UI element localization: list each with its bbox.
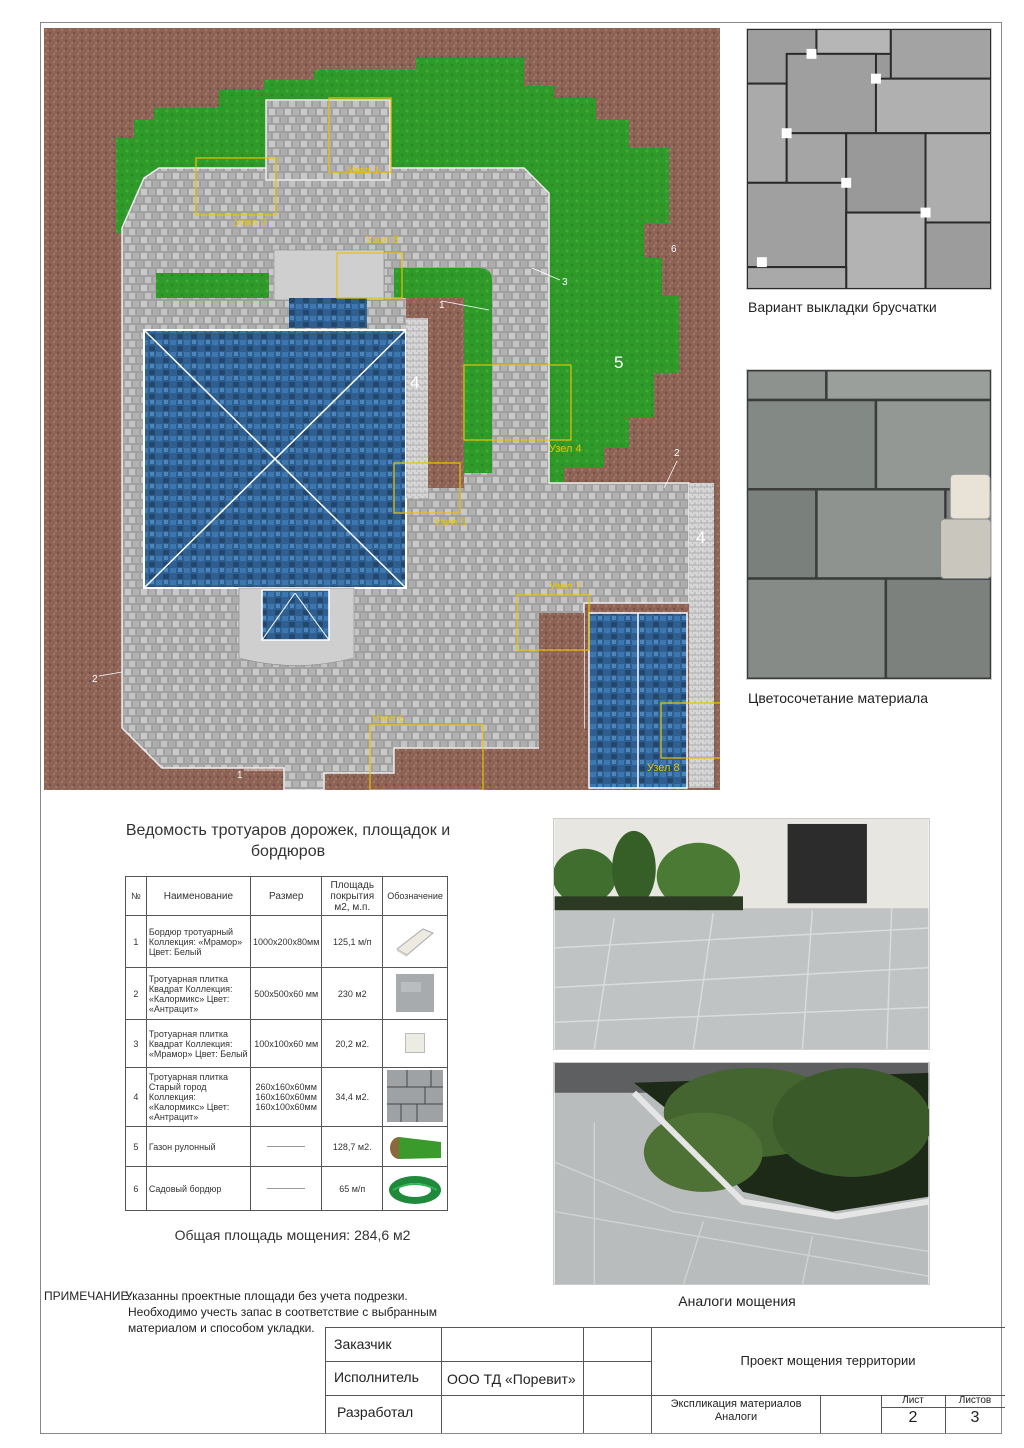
old-town-swatch — [383, 1068, 448, 1127]
col-size: Размер — [251, 877, 322, 916]
row-size: 1000х200х80мм — [251, 916, 322, 968]
row-name: Тротуарная плитка Квадрат Коллекция: «Мрамор» Цвет: Белый — [146, 1020, 250, 1068]
porch-roof-top — [289, 298, 367, 328]
row-area: 65 м/п — [322, 1167, 383, 1211]
color-caption: Цветосочетание материала — [748, 690, 929, 706]
brick-edge — [406, 318, 428, 498]
label-uzel5: Узел 5 — [434, 517, 467, 529]
row-num: 5 — [126, 1127, 147, 1167]
spec-header-row — [126, 877, 448, 916]
label-uzel8: Узел 8 — [647, 762, 680, 774]
spec-table — [125, 876, 448, 1211]
title-block — [325, 1327, 1005, 1433]
site-plan — [44, 28, 720, 790]
analog-photo-2 — [553, 1062, 930, 1285]
label-uzel3: Узел 3 — [366, 234, 399, 246]
label-uzel4: Узел 4 — [549, 443, 582, 455]
layout-photo — [746, 28, 992, 290]
col-num: № — [126, 877, 147, 916]
label-uzel7: Узел 7 — [549, 581, 582, 593]
row-size — [251, 1167, 322, 1211]
color-photo — [746, 369, 992, 680]
table-row — [126, 1020, 448, 1068]
marker-6: 6 — [671, 244, 677, 255]
marker-2b: 2 — [674, 448, 680, 459]
row-area: 34,4 м2. — [322, 1068, 383, 1127]
lawn-roll-swatch — [383, 1127, 448, 1167]
note-line-2: Необходимо учесть запас в соответствие с выбранным — [128, 1305, 437, 1319]
row-size: 500х500х60 мм — [251, 968, 322, 1020]
note-line-1: Указанны проектные площади без учета подрезки. — [125, 1289, 408, 1303]
tile-white-swatch — [383, 1020, 448, 1068]
label-uzel6: Узел 6 — [372, 713, 405, 725]
executor-value: ООО ТД «Поревит» — [447, 1371, 576, 1387]
sheet-number: 2 — [908, 1409, 918, 1426]
sheet-title-1: Экспликация материалов — [670, 1398, 802, 1410]
analog-photo-1 — [553, 818, 930, 1050]
sheet-title-2: Аналоги — [714, 1411, 758, 1423]
marker-4b: 4 — [696, 528, 706, 547]
col-area: Площадь покрытия м2, м.п. — [322, 877, 383, 916]
table-row — [126, 1068, 448, 1127]
row-size — [251, 1127, 322, 1167]
row-name: Тротуарная плитка Старый город Коллекция: «Калормикс» Цвет: «Антрацит» — [146, 1068, 250, 1127]
table-row — [126, 916, 448, 968]
row-area: 230 м2 — [322, 968, 383, 1020]
sheets-count: 3 — [970, 1409, 980, 1426]
customer-label: Заказчик — [334, 1336, 392, 1352]
table-row — [126, 1167, 448, 1211]
executor-label: Исполнитель — [334, 1369, 419, 1385]
garden-curb-swatch — [383, 1167, 448, 1211]
row-name: Тротуарная плитка Квадрат Коллекция: «Калормикс» Цвет: «Антрацит» — [146, 968, 250, 1020]
marker-5: 5 — [614, 353, 624, 372]
marker-1b: 1 — [237, 770, 243, 781]
row-name: Бордюр тротуарный Коллекция: «Мрамор» Цвет: Белый — [146, 916, 250, 968]
layout-caption: Вариант выкладки брусчатки — [748, 299, 937, 315]
sheet-label: Лист — [902, 1395, 924, 1406]
project-title: Проект мощения территории — [740, 1353, 916, 1368]
note-label: ПРИМЕЧАНИЕ: — [44, 1289, 132, 1303]
row-size: 100х100х60 мм — [251, 1020, 322, 1068]
row-num: 4 — [126, 1068, 147, 1127]
row-name: Газон рулонный — [146, 1127, 250, 1167]
row-size: 260х160х60мм 160х160х60мм 160х100х60мм — [251, 1068, 322, 1127]
marker-4a: 4 — [410, 373, 420, 392]
developer-label: Разработал — [337, 1404, 414, 1420]
row-num: 1 — [126, 916, 147, 968]
label-uzel2: Узел 2 — [234, 217, 267, 229]
note-line-3: материалом и способом укладки. — [128, 1321, 315, 1335]
total-area: Общая площадь мощения: 284,6 м2 — [174, 1227, 411, 1243]
marker-2a: 2 — [92, 674, 98, 685]
row-num: 2 — [126, 968, 147, 1020]
analogs-caption: Аналоги мощения — [678, 1293, 796, 1309]
marker-1a: 1 — [439, 300, 445, 311]
porch-top — [274, 250, 384, 300]
row-num: 6 — [126, 1167, 147, 1211]
marker-3: 3 — [562, 277, 568, 288]
col-symbol: Обозначение — [383, 877, 448, 916]
row-area: 20,2 м2. — [322, 1020, 383, 1068]
col-name: Наименование — [146, 877, 250, 916]
sheets-label: Листов — [958, 1395, 992, 1406]
row-num: 3 — [126, 1020, 147, 1068]
row-area: 125,1 м/п — [322, 916, 383, 968]
table-row — [126, 1127, 448, 1167]
inner-lawn-left — [156, 273, 269, 298]
row-name: Садовый бордюр — [146, 1167, 250, 1211]
curb-swatch — [383, 916, 448, 968]
table-row — [126, 968, 448, 1020]
row-area: 128,7 м2. — [322, 1127, 383, 1167]
label-uzel1: Узел 1 — [347, 165, 380, 177]
spec-title: Ведомость тротуаров дорожек, площадок и бордюров — [125, 822, 451, 860]
gravel-garage-strip — [539, 613, 584, 788]
tile-anthracite-swatch — [383, 968, 448, 1020]
